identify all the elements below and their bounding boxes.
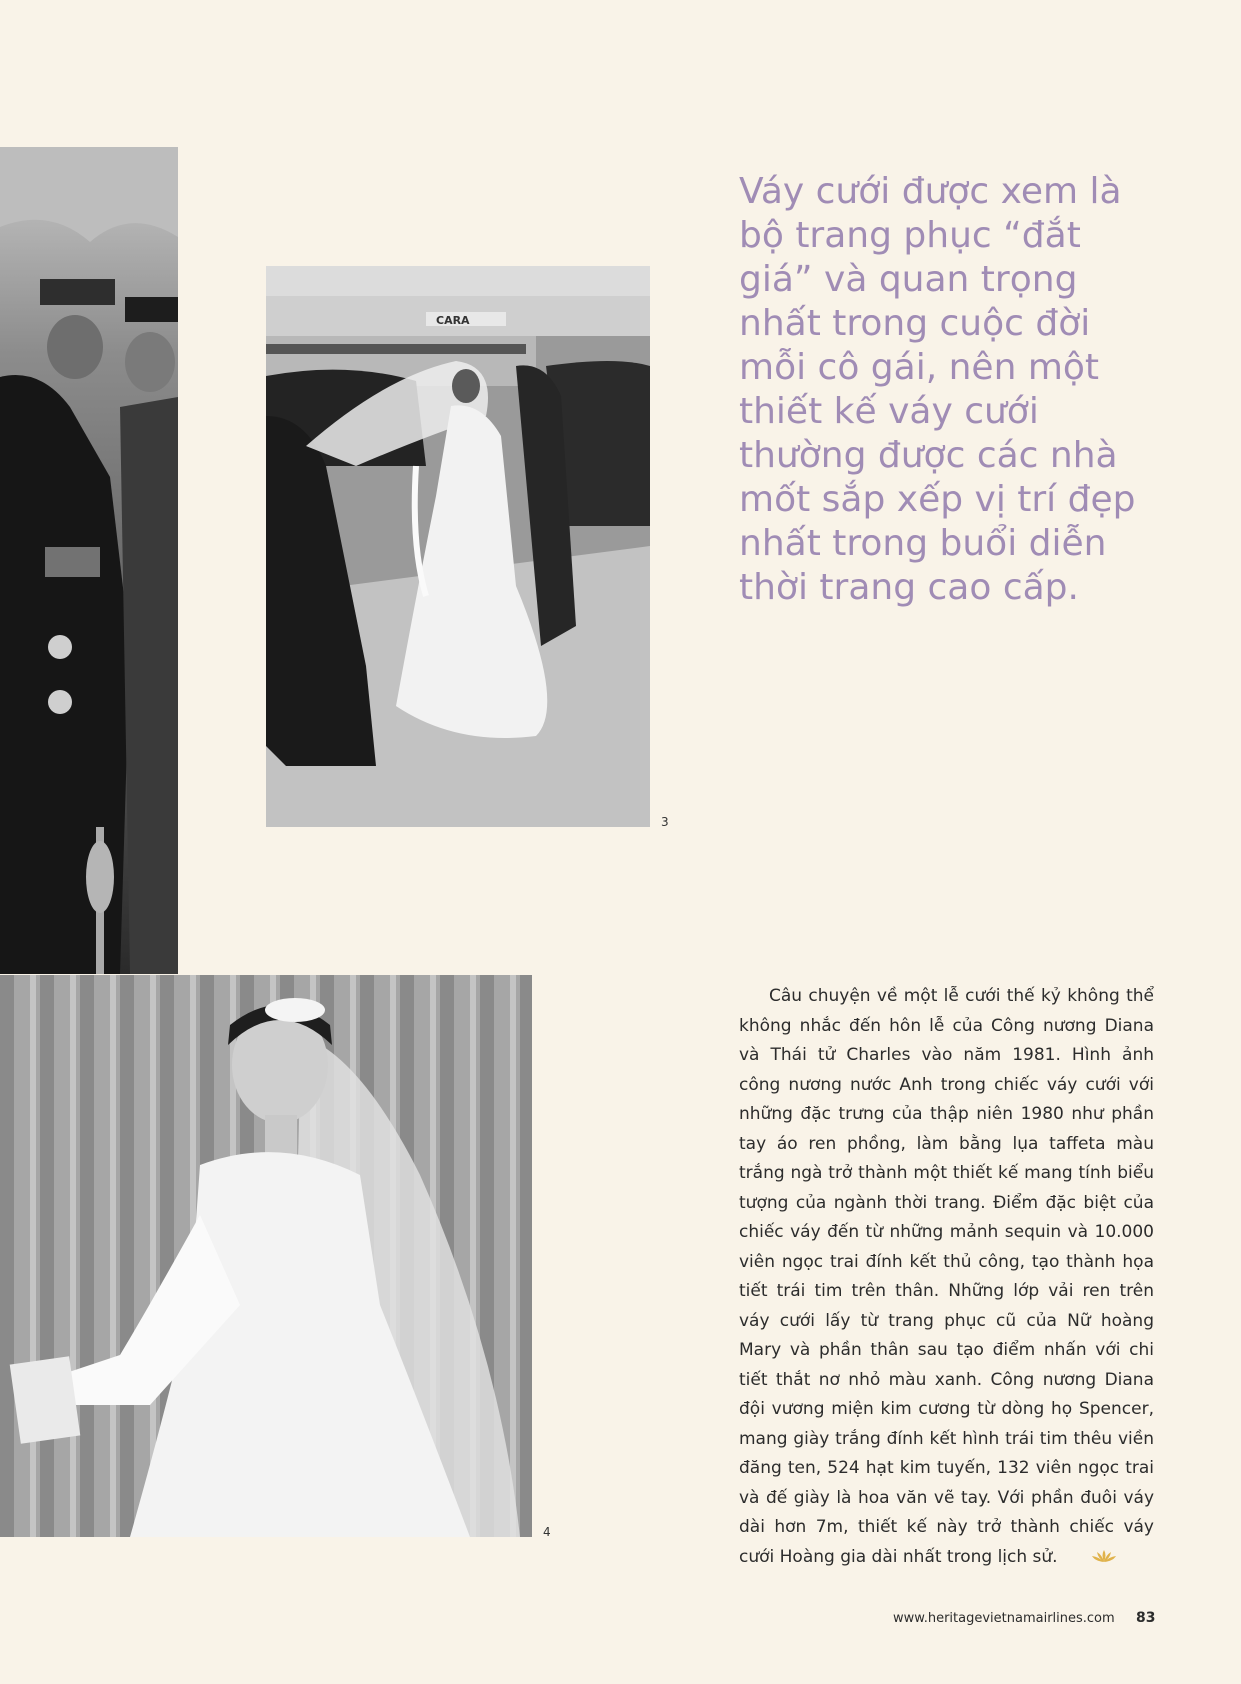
street-sign-text: CARA	[436, 314, 470, 327]
photo-bride-portrait	[0, 975, 532, 1537]
photo-4-number: 4	[543, 1525, 551, 1539]
pull-quote: Váy cưới được xem là bộ trang phục “đắt giá” và quan trọng nhất trong cuộc đời mỗi cô gái, nên một thiết kế váy cưới thường được các nhà mốt sắp xếp vị trí đẹp nhất trong buổi diễn thời trang cao cấp.	[739, 171, 1136, 608]
photo-3-number: 3	[661, 815, 669, 829]
article-body	[739, 982, 1154, 1572]
footer-url[interactable]: www.heritagevietnamairlines.com	[893, 1611, 1115, 1626]
lotus-icon	[1062, 1544, 1086, 1558]
page-number: 83	[1136, 1610, 1156, 1626]
article-body-text: Câu chuyện về một lễ cưới thế kỷ không thể không nhắc đến hôn lễ của Công nương Diana và Thái tử Charles vào năm 1981. Hình ảnh công nương nước Anh trong chiếc váy cưới với những đặc trưng của thập niên 1980 như phần tay áo ren phồng, làm bằng lụa taffeta màu trắng ngà trở thành một thiết kế mang tính biểu tượng của ngành thời trang. Điểm đặc biệt của chiếc váy đến từ những mảnh sequin và 10.000 viên ngọc trai đính kết thủ công, tạo thành họa tiết trái tim trên thân. Những lớp vải ren trên váy cưới lấy từ trang phục cũ của Nữ hoàng Mary và phần thân sau tạo điểm nhấn với chi tiết thắt nơ nhỏ màu xanh. Công nương Diana đội vương miện kim cương từ dòng họ Spencer, mang giày trắng đính kết hình trái tim thêu viền đăng ten, 524 hạt kim tuyến, 132 viên ngọc trai và đế giày là hoa văn vẽ tay. Với phần đuôi váy dài hơn 7m, thiết kế này trở thành chiếc váy cưới Hoàng gia dài nhất trong lịch sử.	[739, 986, 1154, 1567]
photo-bride-arrival	[266, 266, 650, 827]
photo-royal-guards	[0, 147, 178, 974]
